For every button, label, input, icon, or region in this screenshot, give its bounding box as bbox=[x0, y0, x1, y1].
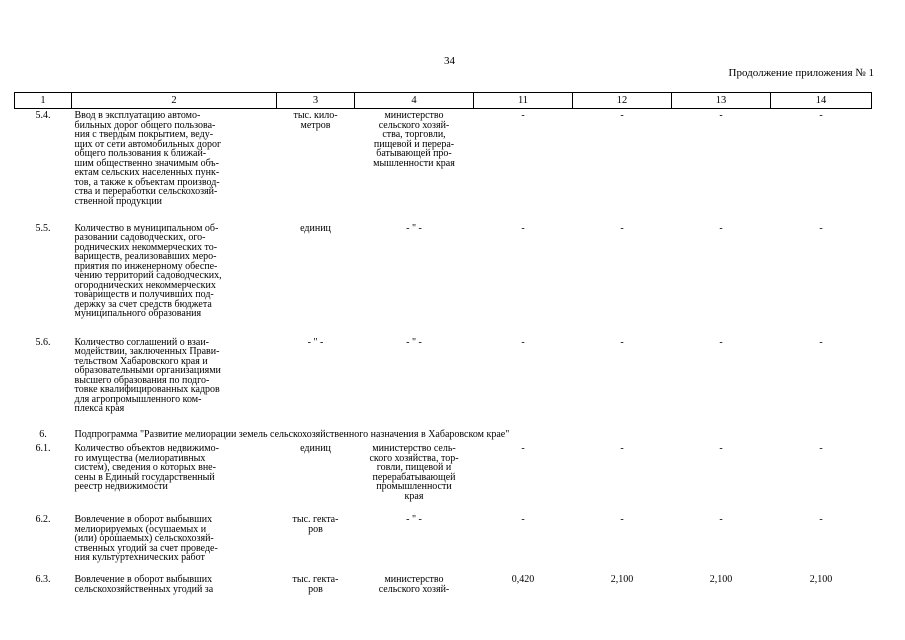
table-row bbox=[15, 573, 872, 594]
unit-of-measure: - " - bbox=[307, 336, 324, 348]
value-11: - bbox=[521, 222, 525, 234]
value-14: - bbox=[819, 110, 823, 121]
value-14: 2,100 bbox=[809, 574, 833, 585]
table-row bbox=[15, 442, 872, 513]
col-header-14: 14 bbox=[771, 93, 872, 109]
value-12: - bbox=[620, 110, 624, 121]
unit-of-measure: тыс. гекта- ров bbox=[292, 574, 339, 595]
subprogram-row bbox=[15, 427, 872, 443]
value-11: - bbox=[521, 336, 525, 348]
value-12: - bbox=[620, 514, 624, 525]
row-number: 5.4. bbox=[35, 110, 51, 121]
value-12: - bbox=[620, 336, 624, 348]
value-14: - bbox=[819, 514, 823, 525]
page-number: 34 bbox=[444, 55, 455, 67]
unit-of-measure: тыс. гекта- ров bbox=[292, 514, 339, 535]
value-11: 0,420 bbox=[511, 574, 535, 585]
col-header-3: 3 bbox=[277, 93, 355, 109]
subprogram-title: Подпрограмма "Развитие мелиорации земель сельскохозяйственного назначения в Хабаровском крае" bbox=[74, 428, 510, 440]
value-13: - bbox=[719, 222, 723, 234]
value-12: - bbox=[620, 443, 624, 454]
col-header-4: 4 bbox=[355, 93, 474, 109]
value-12: - bbox=[620, 222, 624, 234]
col-header-11: 11 bbox=[474, 93, 573, 109]
value-12: 2,100 bbox=[610, 574, 634, 585]
row-number: 5.6. bbox=[35, 336, 51, 348]
value-11: - bbox=[521, 514, 525, 525]
responsible-body: - " - bbox=[406, 222, 422, 234]
responsible-body: министерство сельского хозяй- bbox=[378, 574, 450, 595]
unit-of-measure: единиц bbox=[300, 222, 331, 234]
unit-of-measure: единиц bbox=[300, 443, 331, 454]
value-13: - bbox=[719, 443, 723, 454]
indicator-name: Вовлечение в оборот выбывших мелиорируемых (осушаемых и (или) орошаемых) сельскохозяй- ственных угодий за счет проведе- ния культуртехнических работ bbox=[74, 514, 218, 563]
indicator-name: Количество объектов недвижимо- го имущества (мелиоративных систем), сведения о которых вне- сены в Единый государственный реестр недвижимости bbox=[74, 443, 219, 492]
header-row bbox=[15, 93, 872, 109]
indicator-name: Ввод в эксплуатацию автомо- бильных дорог общего пользова- ния с твердым покрытием, веду- щих от сети автомобильных дорог общего пользования к ближай- шим общественно значимым объ- ектам сельских населенных пунк- тов, а также к объектам производ- ства и переработки сельскохозяй- ственной продукции bbox=[74, 110, 222, 207]
table-row bbox=[15, 222, 872, 336]
value-13: - bbox=[719, 110, 723, 121]
value-11: - bbox=[521, 110, 525, 121]
responsible-body: - " - bbox=[406, 336, 422, 348]
col-header-13: 13 bbox=[672, 93, 771, 109]
indicator-name: Количество в муниципальном об- разовании садоводческих, ого- роднических некоммерческих то- вариществ, реализовавших меро- приятия по инженерному обеспе- чению территорий садоводческих, огороднических некоммерческих товариществ и получивших под- держку за счет средств бюджета муниципального образования bbox=[74, 222, 222, 319]
value-14: - bbox=[819, 336, 823, 348]
value-14: - bbox=[819, 222, 823, 234]
table-row bbox=[15, 513, 872, 573]
col-header-12: 12 bbox=[573, 93, 672, 109]
responsible-body: министерство сельского хозяй- ства, торговли, пищевой и перера- батывающей про- мышленности края bbox=[373, 110, 455, 169]
row-number: 5.5. bbox=[35, 222, 51, 234]
value-13: - bbox=[719, 336, 723, 348]
table-row bbox=[15, 336, 872, 427]
row-number: 6.2. bbox=[35, 514, 51, 525]
value-13: 2,100 bbox=[709, 574, 733, 585]
row-number: 6.3. bbox=[35, 574, 51, 585]
unit-of-measure: тыс. кило- метров bbox=[293, 110, 338, 131]
row-number: 6. bbox=[39, 428, 47, 440]
responsible-body: министерство сель- ского хозяйства, тор- говли, пищевой и перерабатывающей промышленности края bbox=[369, 443, 459, 502]
indicator-name: Количество соглашений о взаи- модействии, заключенных Прави- тельством Хабаровского края и образовательными организациями высшего образования по подго- товке квалифицированных кадров для агропромышленного ком- плекса края bbox=[74, 336, 221, 414]
indicators-table bbox=[14, 92, 872, 594]
value-13: - bbox=[719, 514, 723, 525]
value-14: - bbox=[819, 443, 823, 454]
indicator-name: Вовлечение в оборот выбывших сельскохозяйственных угодий за bbox=[74, 574, 214, 595]
row-number: 6.1. bbox=[35, 443, 51, 454]
value-11: - bbox=[521, 443, 525, 454]
col-header-1: 1 bbox=[15, 93, 72, 109]
continuation-caption: Продолжение приложения № 1 bbox=[728, 67, 874, 79]
col-header-2: 2 bbox=[72, 93, 277, 109]
table-row bbox=[15, 109, 872, 222]
responsible-body: - " - bbox=[406, 514, 422, 525]
